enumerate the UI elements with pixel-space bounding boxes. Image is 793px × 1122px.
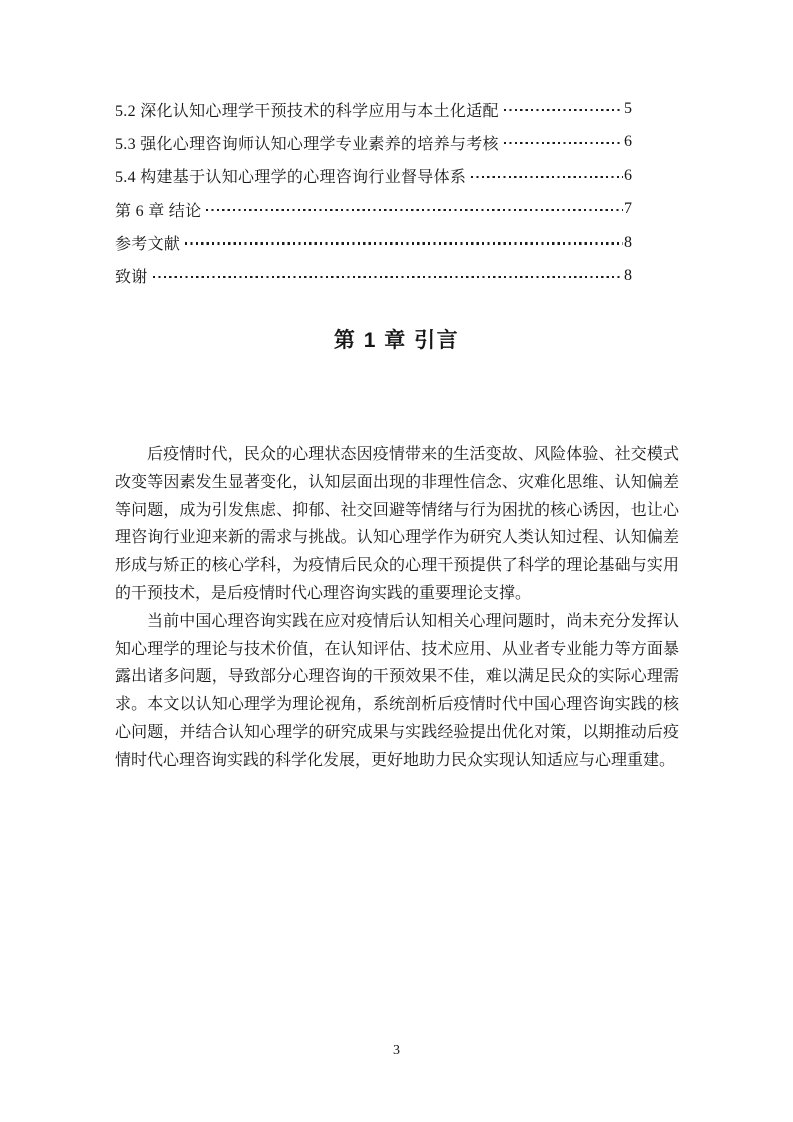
table-of-contents bbox=[115, 99, 632, 299]
page-number: 3 bbox=[393, 1043, 400, 1058]
toc-entry bbox=[115, 199, 632, 219]
toc-entry bbox=[115, 233, 632, 253]
toc-entry bbox=[115, 99, 632, 119]
toc-entry bbox=[115, 166, 632, 186]
toc-entry-page-number: 8 bbox=[624, 266, 632, 284]
chapter-heading: 第 1 章 引言 bbox=[333, 329, 460, 352]
toc-entry-label: 5.2 深化认知心理学干预技术的科学应用与本土化适配 bbox=[115, 102, 499, 120]
toc-entry-label: 5.4 构建基于认知心理学的心理咨询行业督导体系 bbox=[115, 169, 467, 187]
toc-entry-label: 5.3 强化心理咨询师认知心理学专业素养的培养与考核 bbox=[115, 135, 499, 153]
toc-entry-label: 参考文献 bbox=[115, 236, 181, 254]
body-paragraph: 后疫情时代，民众的心理状态因疫情带来的生活变故、风险体验、社交模式改变等因素发生显著变化，认知层面出现的非理性信念、灾难化思维、认知偏差等问题，成为引发焦虑、抑郁、社交回避等情绪与行为困扰的核心诱因，也让心理咨询行业迎来新的需求与挑战。认知心理学作为研究人类认知过程、认知偏差形成与矫正的核心学科，为疫情后民众的心理干预提供了科学的理论基础与实用的干预技术，是后疫情时代心理咨询实践的重要理论支撑。 bbox=[115, 446, 679, 602]
dot-leader bbox=[504, 142, 623, 144]
dot-leader bbox=[153, 276, 623, 278]
toc-entry-label: 第 6 章 结论 bbox=[115, 202, 202, 220]
chapter-body bbox=[115, 441, 679, 775]
toc-entry-label: 致谢 bbox=[115, 269, 148, 287]
toc-entry bbox=[115, 132, 632, 152]
dot-leader bbox=[185, 242, 623, 244]
dot-leader bbox=[471, 176, 623, 178]
toc-entry-page-number: 6 bbox=[624, 166, 632, 184]
dot-leader bbox=[504, 109, 623, 111]
toc-entry-page-number: 7 bbox=[624, 200, 632, 218]
dot-leader bbox=[206, 209, 623, 211]
toc-entry bbox=[115, 266, 632, 286]
toc-entry-page-number: 6 bbox=[624, 133, 632, 151]
toc-entry-page-number: 5 bbox=[624, 100, 632, 117]
toc-entry-page-number: 8 bbox=[624, 233, 632, 251]
body-paragraph: 当前中国心理咨询实践在应对疫情后认知相关心理问题时，尚未充分发挥认知心理学的理论与技术价值，在认知评估、技术应用、从业者专业能力等方面暴露出诸多问题，导致部分心理咨询的干预效果不佳，难以满足民众的实际心理需求。本文以认知心理学为理论视角，系统剖析后疫情时代中国心理咨询实践的核心问题，并结合认知心理学的研究成果与实践经验提出优化对策，以期推动后疫情时代心理咨询实践的科学化发展，更好地助力民众实现认知适应与心理重建。 bbox=[115, 612, 679, 769]
